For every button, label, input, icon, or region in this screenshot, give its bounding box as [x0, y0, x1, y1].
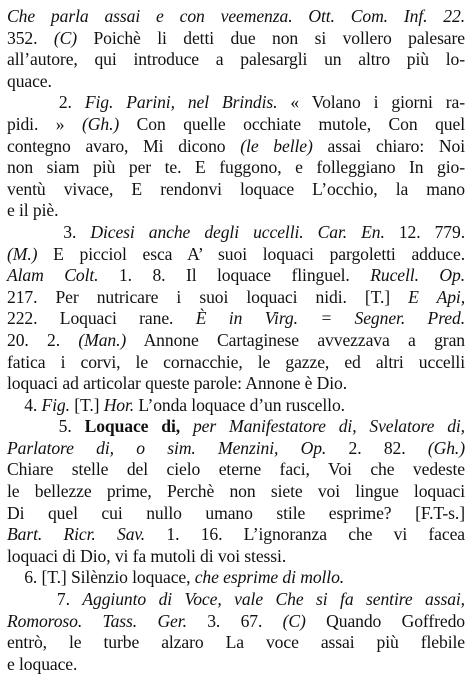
text-segment: Con quelle occhiate mutole, Con quel: [119, 113, 465, 134]
text-segment: 7.: [7, 589, 83, 610]
text-segment: pidi. »: [7, 113, 83, 134]
text-line: [7, 438, 465, 460]
text-line: [7, 200, 465, 222]
text-line: [7, 308, 465, 330]
text-line: [7, 567, 465, 589]
italic-text-segment: per Manifestatore di, Svelatore di,: [180, 416, 465, 437]
italic-text-segment: che esprime di mollo.: [194, 567, 345, 588]
text-line: [7, 524, 465, 546]
italic-text-segment: (C): [282, 610, 306, 631]
italic-text-segment: (Gh.): [427, 437, 465, 458]
text-segment: 3. 67.: [186, 610, 283, 631]
italic-text-segment: Bart. Ricr. Sav.: [7, 524, 146, 545]
text-segment: Chiare stelle del cielo eterne faci, Voi che vedeste: [7, 459, 465, 480]
text-line: [7, 589, 465, 611]
text-line: [7, 546, 465, 568]
text-segment: L’onda loquace d’un ruscello.: [134, 394, 345, 415]
italic-text-segment: È in Virg. = Segner. Pred.: [195, 308, 465, 329]
text-segment: 352.: [7, 27, 54, 48]
text-line: [7, 49, 465, 71]
text-segment: e loquace.: [7, 653, 78, 674]
text-line: [7, 157, 465, 179]
text-segment: 12. 779.: [384, 221, 465, 242]
text-segment: E picciol esca A’ suoi loquaci pargoletti adduce.: [37, 243, 465, 264]
text-segment: loquaci di Dio, vi fa mutoli di voi stessi.: [7, 545, 287, 566]
text-segment: non siam più per te. E fuggono, e folleggiano In gio-: [7, 157, 465, 178]
italic-text-segment: Alam Colt.: [7, 265, 99, 286]
italic-text-segment: Hor.: [103, 394, 135, 415]
text-segment: 217. Per nutricare i suoi loquaci nidi. [T.]: [7, 286, 409, 307]
text-line: [7, 330, 465, 352]
text-segment: ventù vivace, E rendonvi loquace L’occhio, la mano: [7, 178, 465, 199]
text-line: [7, 92, 465, 114]
text-segment: « Volano i giorni ra-: [277, 92, 465, 113]
text-line: [7, 481, 465, 503]
text-segment: 2.: [7, 92, 85, 113]
text-segment: 2. 82.: [326, 437, 428, 458]
text-segment: Poichè li detti due non si vollero palesare: [77, 27, 465, 48]
text-segment: 1. 16. L’ignoranza che vi facea: [145, 524, 465, 545]
text-line: [7, 222, 465, 244]
text-segment: le bellezze prime, Perchè non siete voi lingue loquaci: [7, 481, 465, 502]
italic-text-segment: Rucell. Op.: [370, 265, 465, 286]
text-line: [7, 71, 465, 93]
text-line: [7, 265, 465, 287]
text-segment: 4.: [7, 394, 42, 415]
text-line: [7, 179, 465, 201]
dictionary-entry-text: [7, 6, 465, 675]
text-segment: 3.: [7, 221, 91, 242]
italic-text-segment: Fig. Parini, nel Brindis.: [84, 92, 278, 113]
text-segment: quace.: [7, 70, 52, 91]
italic-text-segment: (C): [53, 27, 78, 48]
text-segment: loquaci ad articolar queste parole: Annone è Dio.: [7, 373, 348, 394]
text-line: [7, 416, 465, 438]
text-segment: [T.]: [69, 394, 104, 415]
text-segment: 20. 2.: [7, 329, 79, 350]
text-segment: all’autore, qui introduce a palesargli un altro più lo-: [7, 49, 465, 70]
italic-text-segment: Aggiunto di Voce, vale Che si fa sentire assai,: [82, 589, 465, 610]
text-segment: entrò, le turbe alzaro La voce assai più flebile: [7, 632, 465, 653]
text-segment: 6. [T.] Silènzio loquace,: [7, 567, 195, 588]
text-line: [7, 28, 465, 50]
text-segment: 222. Loquaci rane.: [7, 308, 196, 329]
text-line: [7, 136, 465, 158]
text-line: [7, 632, 465, 654]
italic-text-segment: Romoroso. Tass. Ger.: [7, 610, 187, 631]
text-line: [7, 114, 465, 136]
text-segment: 1. 8. Il loquace flinguel.: [98, 265, 371, 286]
text-line: [7, 352, 465, 374]
italic-text-segment: (Gh.): [82, 113, 120, 134]
text-line: [7, 503, 465, 525]
text-segment: Annone Cartaginese avvezzava a gran: [126, 329, 465, 350]
text-line: [7, 287, 465, 309]
text-line: [7, 611, 465, 633]
text-segment: 5.: [7, 416, 85, 437]
italic-text-segment: (Man.): [78, 329, 127, 350]
text-segment: assai chiaro: Noi: [312, 135, 465, 156]
italic-text-segment: (M.): [7, 243, 38, 264]
italic-text-segment: Dicesi anche degli uccelli. Car. En.: [90, 221, 385, 242]
text-segment: fatica i corvi, le cornacchie, le gazze, ed altri uccelli: [7, 351, 465, 372]
text-line: [7, 244, 465, 266]
italic-text-segment: Parlatore di, o sim. Menzini, Op.: [7, 437, 327, 458]
italic-text-segment: Fig.: [41, 394, 70, 415]
text-line: [7, 6, 465, 28]
text-line: [7, 373, 465, 395]
text-line: [7, 395, 465, 417]
text-segment: e il piè.: [7, 200, 59, 221]
text-segment: Di quel cui nullo umano stile esprime? [F.T-s.]: [7, 502, 465, 523]
italic-text-segment: E Api,: [408, 286, 465, 307]
text-segment: Quando Goffredo: [305, 610, 465, 631]
text-segment: contegno avaro, Mi dicono: [7, 135, 241, 156]
text-line: [7, 459, 465, 481]
italic-text-segment: Che parla assai e con veemenza. Ott. Com. Inf. 22.: [7, 6, 465, 26]
bold-text-segment: Loquace di,: [84, 416, 181, 437]
italic-text-segment: (le belle): [240, 135, 313, 156]
